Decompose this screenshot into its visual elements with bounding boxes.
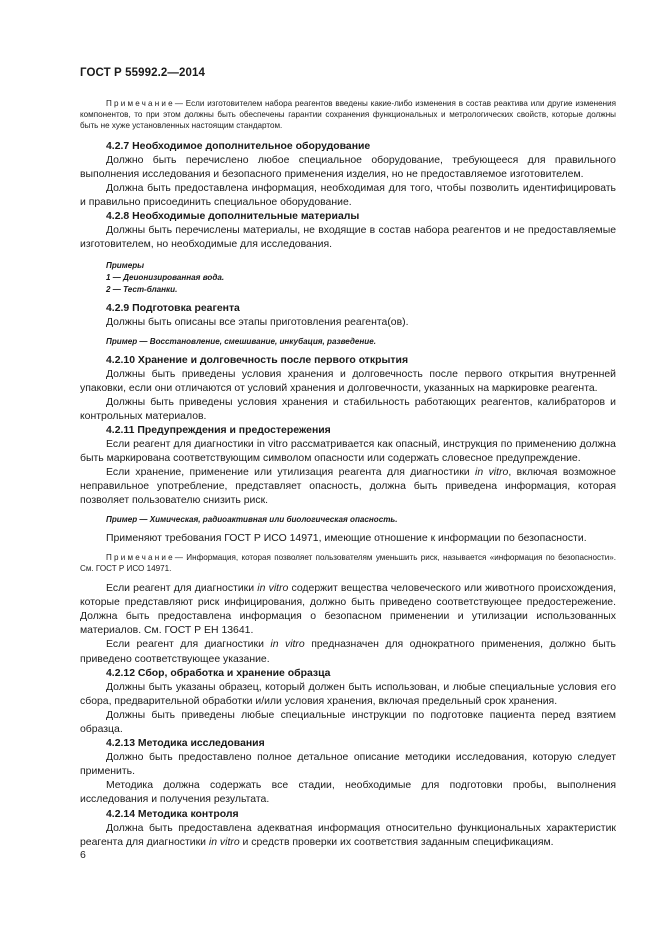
example-item: 2 — Тест-бланки. [106,285,178,295]
italic-term: in vitro [257,583,289,595]
paragraph [80,466,616,508]
text-run: , включая возможное неправильное употребление, представляет опасность, должна быть приведена информация, которая позволяет пользователю снизить риск. [80,467,616,507]
text-run: Если хранение, применение или утилизация реагента для диагностики [106,467,476,479]
paragraph: Должны быть указаны образец, который должен быть использован, и любые специальные условия его сбора, предварительной обработки и/или условия хранения, включая предельный срок хранения. [80,681,616,707]
note-safety-info [80,552,616,574]
paragraph: Должно быть предоставлено полное детальное описание методики исследования, которую следует применить. [80,752,616,778]
paragraph: Должны быть приведены условия хранения и стабильность работающих реагентов, калибраторов и контрольных материалов. [80,396,616,422]
section-heading-4-2-8: 4.2.8 Необходимые дополнительные материалы [106,211,360,223]
document-header: ГОСТ Р 55992.2—2014 [80,67,205,79]
paragraph [80,582,616,638]
paragraph: Если реагент для диагностики in vitro рассматривается как опасный, инструкция по применению должна быть маркирована соответствующим символом опасности или содержать словесное предупреждение. [80,439,616,465]
page-number: 6 [80,849,86,861]
paragraph: Должны быть описаны все этапы приготовления реагента(ов). [106,317,409,329]
section-heading-4-2-9: 4.2.9 Подготовка реагента [106,303,240,315]
text-run: Должна быть предоставлена адекватная информация относительно функциональных характеристик реагента для диагностики [80,822,616,848]
paragraph: Должна быть предоставлена информация, необходимая для того, чтобы позволить идентифицировать и правильно присоединить специальное оборудование. [80,182,616,208]
document-body [80,98,616,850]
paragraph: Методика должна содержать все стадии, необходимые для подготовки пробы, выполнения исследования и получения результата. [80,780,616,806]
section-heading-4-2-13: 4.2.13 Методика исследования [106,738,265,750]
paragraph [80,822,616,850]
section-heading-4-2-12: 4.2.12 Сбор, обработка и хранение образца [106,667,331,679]
note-reagent-changes [80,98,616,132]
paragraph: Должно быть перечислено любое специальное оборудование, требующееся для правильного выполнения исследования и безопасного применения изделия, но не предоставляемое изготовителем. [80,154,616,180]
note-label: Примечание [106,99,175,108]
italic-term: in vitro [208,836,240,848]
section-heading-4-2-11: 4.2.11 Предупреждения и предостережения [106,425,331,437]
example-line: Пример — Восстановление, смешивание, инкубация, разведение. [106,336,376,346]
paragraph: Должны быть приведены условия хранения и долговечность после первого открытия внутренней упаковки, если они отличаются от условий хранения и долговечности, указанных на маркировке реагента. [80,368,616,394]
text-run: Если реагент для диагностики [106,583,258,595]
text-run: содержит вещества человеческого или животного происхождения, которые представляют риск инфицирования, должно быть приведено соответствующее предостережение. Должна быть предоставлена информация о безопасном применении и утилизации использованных материалов. См. ГОСТ Р ЕН 13641. [80,583,616,637]
section-heading-4-2-7: 4.2.7 Необходимое дополнительное оборудование [106,140,371,152]
note-text: — Если изготовителем набора реагентов введены какие-либо изменения в состав реактива или другие изменения компонентов, то при этом должны быть обеспечены гарантии сохранения функциональных и метрологических свойств, которые должны быть не хуже установленных настоящим стандартом. [80,99,616,131]
paragraph: Применяют требования ГОСТ Р ИСО 14971, имеющие отношение к информации по безопасности. [106,532,587,544]
section-heading-4-2-10: 4.2.10 Хранение и долговечность после первого открытия [106,354,409,366]
examples-title: Примеры [106,261,145,271]
note-label: Примечание [106,552,175,562]
example-line: Пример — Химическая, радиоактивная или биологическая опасность. [106,514,398,524]
examples-block [80,260,616,296]
paragraph: Должны быть перечислены материалы, не входящие в состав набора реагентов и не предоставляемые изготовителем, но необходимые для исследования. [80,225,616,251]
paragraph: Должны быть приведены любые специальные инструкции по подготовке пациента перед взятием образца. [80,709,616,736]
text-run: предназначен для однократного применения, должно быть приведено соответствующее указание. [80,639,616,665]
italic-term: in vitro [475,467,509,479]
text-run: и средств проверки их соответствия заданным спецификациям. [239,836,554,848]
italic-term: in vitro [270,639,305,651]
note-text: — Информация, которая позволяет пользователям уменьшить риск, называется «информация по безопасности». См. ГОСТ Р ИСО 14971. [80,552,616,573]
text-run: Если реагент для диагностики [106,639,271,651]
example-item: 1 — Деионизированная вода. [106,273,225,283]
section-heading-4-2-14: 4.2.14 Методика контроля [106,808,239,820]
paragraph [80,638,616,666]
